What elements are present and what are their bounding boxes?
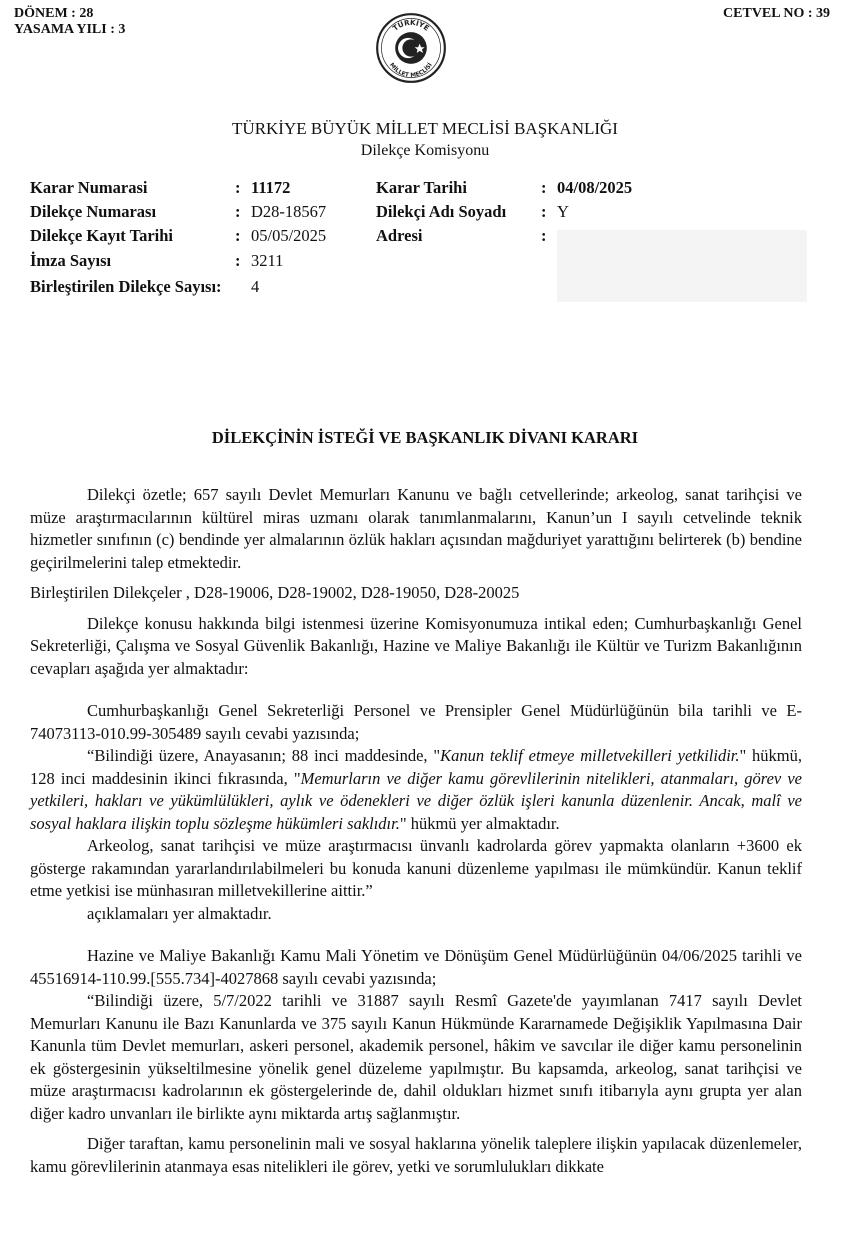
paragraph-presidency-quote — [30, 745, 802, 835]
dilekce-no-label: Dilekçe Numarası — [30, 202, 157, 221]
birlestirilen-label: Birleştirilen Dilekçe Sayısı: — [30, 276, 222, 296]
colon: : — [541, 202, 547, 221]
paragraph-treasury-letter: Hazine ve Maliye Bakanlığı Kamu Mali Yönetim ve Dönüşüm Genel Müdürlüğünün 04/06/2025 tarihli ve 45516914-110.99.[555.734]-4027868 sayılı cevabi yazısında; — [30, 946, 802, 988]
colon: : — [235, 226, 241, 245]
svg-text:MİLLET MECLİSİ: MİLLET MECLİSİ — [388, 62, 434, 79]
paragraph-treasury-quote: “Bilindiği üzere, 5/7/2022 tarihli ve 31887 sayılı Resmî Gazete'de yayımlanan 7417 sayılı Devlet Memurları Kanunu ile Bazı Kanunlarda ve 375 sayılı Kanun Hükmünde Kararnamede Değişiklik Yapılmasına Dair Kanunla tüm Devlet memurları, askeri personel, akademik personel, hâkim ve savcılar ile diğer kamu personelinin ek göstergesinin yükseltilmesine yönelik genel düzeleme yapılmıştır. Bu kapsamda, arkeolog, sanat tarihçisi ve müze araştırmacısı kadrolarının ek göstergelerinde de, dahil oldukları hizmet sınıfı itibarıyla aynı grupta yer alan diğer kadro unvanları ile birlikte aynı miktarda artış sağlanmıştır. — [30, 991, 802, 1123]
section-title: DİLEKÇİNİN İSTEĞİ VE BAŞKANLIK DİVANI KARARI — [211, 428, 639, 447]
karar-no-label: Karar Numarasi — [30, 178, 148, 197]
adi-soyadi-value: Y — [557, 202, 569, 221]
document-body — [30, 484, 802, 1178]
document-header — [0, 118, 850, 162]
yasama-yili-label: YASAMA YILI : 3 — [14, 22, 126, 37]
kayit-tarihi-value: 05/05/2025 — [251, 226, 327, 245]
colon: : — [235, 202, 241, 221]
redaction-block — [557, 230, 807, 302]
colon: : — [541, 178, 547, 197]
institution-title: TÜRKİYE BÜYÜK MİLLET MECLİSİ BAŞKANLIĞI — [232, 119, 618, 138]
adres-label: Adresi — [376, 226, 423, 245]
colon: : — [235, 178, 241, 197]
paragraph-presidency-conclusion: Arkeolog, sanat tarihçisi ve müze araştırmacısı ünvanlı kadrolarda görev yapmakta olanların +3600 ek gösterge rakamından yararlandırılabilmeleri bu konuda kanuni düzenleme yapılması ile mümkündür. Kanun teklif etme yetkisi ise münhasıran milletvekillerine aittir.” — [30, 836, 802, 900]
dilekce-no-value: D28-18567 — [251, 202, 327, 221]
paragraph-intro: Dilekçe konusu hakkında bilgi istenmesi üzerine Komisyonumuza intikal eden; Cumhurbaşkanlığı Genel Sekreterliği, Çalışma ve Sosyal Güvenlik Bakanlığı, Hazine ve Maliye Bakanlığı ile Kültür ve Turizm Bakanlığının cevapları aşağıda yer almaktadır: — [30, 613, 802, 678]
quote-italic: Kanun teklif etmeye milletvekilleri yetkilidir. — [440, 746, 740, 765]
karar-tarihi-label: Karar Tarihi — [376, 178, 467, 197]
imza-label: İmza Sayısı — [30, 251, 112, 271]
meta-row — [30, 202, 807, 226]
donem-label: DÖNEM : 28 — [14, 6, 94, 21]
quote-text: " hükmü yer almaktadır. — [399, 813, 560, 833]
paragraph-merged-petitions: Birleştirilen Dilekçeler , D28-19006, D28-19002, D28-19050, D28-20025 — [30, 583, 520, 602]
birlestirilen-value: 4 — [251, 276, 260, 296]
colon: : — [235, 251, 241, 271]
session-info — [14, 6, 125, 38]
paragraph-summary: Dilekçi özetle; 657 sayılı Devlet Memurları Kanunu ve bağlı cetvellerinde; arkeolog, sanat tarihçisi ve müze araştırmacılarının kültürel miras uzmanı olarak tanımlanmalarını, Kanun’un I sayılı cetvelinde teknik hizmetler sınıfının (c) bendinde yer almalarının özlük hakları açısından mağduriyet yarattığını belirterek (b) bendine geçirilmelerini talep etmektedir. — [30, 485, 802, 572]
quote-text: " hükmü, 128 inci maddesinin ikinci fıkrasında, " — [30, 746, 802, 788]
colon: : — [541, 226, 547, 245]
paragraph-presidency-letter: Cumhurbaşkanlığı Genel Sekreterliği Personel ve Prensipler Genel Müdürlüğünün bila tarihli ve E-74073113-010.99-305489 sayılı cevabi yazısında; — [30, 701, 802, 743]
commission-name: Dilekçe Komisyonu — [360, 142, 490, 159]
decision-metadata — [30, 178, 807, 302]
cetvel-number: CETVEL NO : 39 — [723, 6, 830, 21]
adres-value-redacted — [557, 226, 807, 302]
kayit-tarihi-label: Dilekçe Kayıt Tarihi — [30, 226, 174, 245]
svg-text:TÜRKİYE: TÜRKİYE — [390, 17, 432, 33]
karar-no-value: 11172 — [251, 178, 291, 197]
imza-value: 3211 — [251, 251, 284, 271]
meta-row — [30, 178, 807, 202]
quote-italic: Memurların ve diğer kamu görevlilerinin nitelikleri, atanmaları, görev ve yetkileri, hakları ve yükümlülükleri, aylık ve ödenekleri ve diğer özlük işleri kanunla düzenlenir. Ancak, malî ve sosyal haklara ilişkin toplu sözleşme hükümleri saklıdır. — [30, 768, 802, 833]
meta-row — [30, 226, 807, 251]
paragraph-closing: açıklamaları yer almaktadır. — [87, 903, 272, 923]
quote-text: “Bilindiği üzere, Anayasanın; 88 inci maddesinde, " — [87, 746, 441, 765]
adi-soyadi-label: Dilekçi Adı Soyadı — [376, 202, 507, 221]
paragraph-treasury-continuation: Diğer taraftan, kamu personelinin mali ve sosyal haklarına yönelik taleplere ilişkin yapılacak düzenlemeler, kamu görevlilerinin atanmaya esas nitelikleri ile görev, yetki ve sorumlulukları dikkate — [30, 1134, 802, 1176]
tbmm-seal-icon — [375, 12, 447, 84]
karar-tarihi-value: 04/08/2025 — [557, 178, 633, 197]
